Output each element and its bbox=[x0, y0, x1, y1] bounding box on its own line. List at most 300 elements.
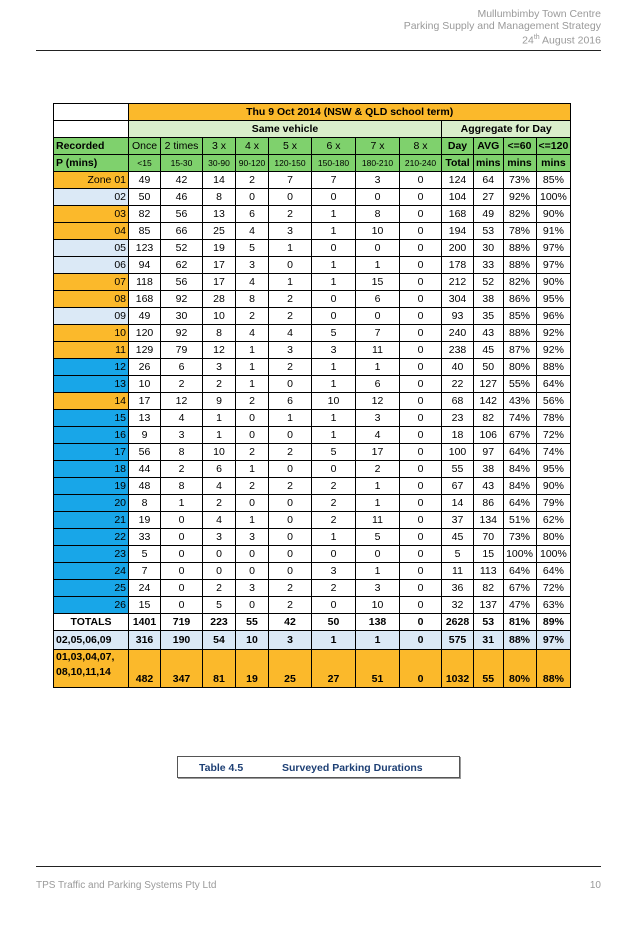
group-cell: 25 bbox=[269, 650, 312, 688]
agg-header-bottom: mins bbox=[536, 155, 571, 172]
aggregate-cell: 178 bbox=[442, 257, 474, 274]
data-cell: 10 bbox=[203, 444, 236, 461]
data-cell: 0 bbox=[400, 563, 442, 580]
data-cell: 1 bbox=[312, 376, 356, 393]
data-cell: 56 bbox=[161, 206, 203, 223]
totals-agg-cell: 81% bbox=[503, 614, 536, 631]
aggregate-cell: 90% bbox=[536, 206, 571, 223]
aggregate-cell: 38 bbox=[474, 291, 504, 308]
aggregate-cell: 22 bbox=[442, 376, 474, 393]
table-title: Thu 9 Oct 2014 (NSW & QLD school term) bbox=[129, 104, 571, 121]
totals-cell: 50 bbox=[312, 614, 356, 631]
data-cell: 92 bbox=[161, 325, 203, 342]
group-cell: 0 bbox=[400, 650, 442, 688]
data-cell: 2 bbox=[236, 308, 269, 325]
table-row bbox=[54, 410, 571, 427]
aggregate-cell: 78% bbox=[536, 410, 571, 427]
data-cell: 62 bbox=[161, 257, 203, 274]
data-cell: 49 bbox=[129, 308, 161, 325]
aggregate-cell: 86 bbox=[474, 495, 504, 512]
freq-header: 6 x bbox=[312, 138, 356, 155]
aggregate-cell: 240 bbox=[442, 325, 474, 342]
aggregate-cell: 100% bbox=[536, 189, 571, 206]
data-cell: 1 bbox=[203, 427, 236, 444]
aggregate-cell: 80% bbox=[503, 359, 536, 376]
aggregate-cell: 43 bbox=[474, 325, 504, 342]
zone-label: 24 bbox=[54, 563, 129, 580]
zone-label: 17 bbox=[54, 444, 129, 461]
data-cell: 2 bbox=[203, 376, 236, 393]
aggregate-cell: 45 bbox=[442, 529, 474, 546]
data-cell: 0 bbox=[312, 461, 356, 478]
data-cell: 0 bbox=[161, 512, 203, 529]
data-cell: 0 bbox=[400, 393, 442, 410]
data-cell: 0 bbox=[312, 308, 356, 325]
data-cell: 3 bbox=[312, 342, 356, 359]
data-cell: 7 bbox=[269, 172, 312, 189]
data-cell: 2 bbox=[269, 206, 312, 223]
zone-label: 03 bbox=[54, 206, 129, 223]
aggregate-cell: 104 bbox=[442, 189, 474, 206]
aggregate-cell: 23 bbox=[442, 410, 474, 427]
data-cell: 0 bbox=[400, 478, 442, 495]
data-cell: 1 bbox=[312, 257, 356, 274]
aggregate-cell: 127 bbox=[474, 376, 504, 393]
table-row bbox=[54, 189, 571, 206]
data-cell: 0 bbox=[400, 325, 442, 342]
aggregate-cell: 32 bbox=[442, 597, 474, 614]
data-cell: 1 bbox=[312, 274, 356, 291]
data-cell: 3 bbox=[236, 257, 269, 274]
data-cell: 2 bbox=[269, 291, 312, 308]
aggregate-cell: 97% bbox=[536, 240, 571, 257]
aggregate-cell: 45 bbox=[474, 342, 504, 359]
table-row bbox=[54, 427, 571, 444]
data-cell: 5 bbox=[312, 325, 356, 342]
header-rule bbox=[36, 50, 601, 51]
table-row bbox=[54, 342, 571, 359]
data-cell: 6 bbox=[236, 206, 269, 223]
data-cell: 4 bbox=[203, 512, 236, 529]
table-row bbox=[54, 393, 571, 410]
data-cell: 1 bbox=[312, 529, 356, 546]
data-cell: 118 bbox=[129, 274, 161, 291]
aggregate-cell: 88% bbox=[503, 325, 536, 342]
group-cell: 1 bbox=[312, 631, 356, 650]
range-header: <15 bbox=[129, 155, 161, 172]
data-cell: 0 bbox=[400, 274, 442, 291]
data-cell: 5 bbox=[203, 597, 236, 614]
zone-label: 08 bbox=[54, 291, 129, 308]
aggregate-cell: 113 bbox=[474, 563, 504, 580]
data-cell: 1 bbox=[356, 495, 400, 512]
aggregate-cell: 43% bbox=[503, 393, 536, 410]
footer-company: TPS Traffic and Parking Systems Pty Ltd bbox=[36, 880, 217, 891]
zone-label: 26 bbox=[54, 597, 129, 614]
aggregate-cell: 62% bbox=[536, 512, 571, 529]
table-row bbox=[54, 376, 571, 393]
aggregate-cell: 194 bbox=[442, 223, 474, 240]
data-cell: 17 bbox=[129, 393, 161, 410]
data-cell: 0 bbox=[400, 291, 442, 308]
zone-label: 11 bbox=[54, 342, 129, 359]
agg-header-bottom: Total bbox=[442, 155, 474, 172]
data-cell: 0 bbox=[161, 563, 203, 580]
data-cell: 2 bbox=[269, 580, 312, 597]
group-agg-cell: 97% bbox=[536, 631, 571, 650]
aggregate-cell: 106 bbox=[474, 427, 504, 444]
data-cell: 6 bbox=[356, 291, 400, 308]
data-cell: 0 bbox=[161, 546, 203, 563]
aggregate-cell: 92% bbox=[536, 342, 571, 359]
zone-label: 25 bbox=[54, 580, 129, 597]
aggregate-cell: 67 bbox=[442, 478, 474, 495]
aggregate-cell: 100 bbox=[442, 444, 474, 461]
zone-label: 14 bbox=[54, 393, 129, 410]
data-cell: 49 bbox=[129, 172, 161, 189]
range-header: 180-210 bbox=[356, 155, 400, 172]
data-cell: 8 bbox=[356, 206, 400, 223]
totals-cell: 42 bbox=[269, 614, 312, 631]
data-cell: 1 bbox=[236, 461, 269, 478]
freq-header: 4 x bbox=[236, 138, 269, 155]
data-cell: 11 bbox=[356, 342, 400, 359]
group-agg-cell: 1032 bbox=[442, 650, 474, 688]
zone-label: 21 bbox=[54, 512, 129, 529]
recorded-label: Recorded bbox=[54, 138, 129, 155]
table-row bbox=[54, 257, 571, 274]
data-cell: 0 bbox=[161, 597, 203, 614]
data-cell: 66 bbox=[161, 223, 203, 240]
aggregate-cell: 55% bbox=[503, 376, 536, 393]
aggregate-cell: 49 bbox=[474, 206, 504, 223]
data-cell: 30 bbox=[161, 308, 203, 325]
data-cell: 0 bbox=[269, 495, 312, 512]
data-cell: 0 bbox=[400, 223, 442, 240]
totals-agg-cell: 53 bbox=[474, 614, 504, 631]
data-cell: 19 bbox=[203, 240, 236, 257]
data-cell: 0 bbox=[356, 546, 400, 563]
data-cell: 0 bbox=[161, 580, 203, 597]
blank-cell bbox=[54, 121, 129, 138]
data-cell: 0 bbox=[236, 563, 269, 580]
document-header bbox=[404, 8, 601, 47]
table-row bbox=[54, 206, 571, 223]
aggregate-cell: 200 bbox=[442, 240, 474, 257]
data-cell: 82 bbox=[129, 206, 161, 223]
aggregate-cell: 73% bbox=[503, 172, 536, 189]
data-cell: 8 bbox=[236, 291, 269, 308]
zone-label: 18 bbox=[54, 461, 129, 478]
data-cell: 5 bbox=[356, 529, 400, 546]
data-cell: 17 bbox=[356, 444, 400, 461]
data-cell: 15 bbox=[356, 274, 400, 291]
group-agg-cell: 88% bbox=[536, 650, 571, 688]
data-cell: 0 bbox=[312, 189, 356, 206]
zone-label: 06 bbox=[54, 257, 129, 274]
data-cell: 2 bbox=[203, 495, 236, 512]
data-cell: 0 bbox=[312, 240, 356, 257]
table-row bbox=[54, 359, 571, 376]
freq-header: 2 times bbox=[161, 138, 203, 155]
aggregate-cell: 68 bbox=[442, 393, 474, 410]
data-cell: 12 bbox=[203, 342, 236, 359]
data-cell: 7 bbox=[312, 172, 356, 189]
group-agg-cell: 88% bbox=[503, 631, 536, 650]
data-cell: 0 bbox=[400, 580, 442, 597]
aggregate-cell: 64% bbox=[503, 563, 536, 580]
aggregate-cell: 67% bbox=[503, 580, 536, 597]
data-cell: 2 bbox=[356, 461, 400, 478]
group-cell: 51 bbox=[356, 650, 400, 688]
data-cell: 0 bbox=[161, 529, 203, 546]
data-cell: 3 bbox=[356, 172, 400, 189]
aggregate-cell: 72% bbox=[536, 427, 571, 444]
group-label: 02,05,06,09 bbox=[54, 631, 129, 650]
aggregate-cell: 56% bbox=[536, 393, 571, 410]
aggregate-cell: 82% bbox=[503, 274, 536, 291]
totals-cell: 1401 bbox=[129, 614, 161, 631]
aggregate-cell: 95% bbox=[536, 291, 571, 308]
aggregate-cell: 86% bbox=[503, 291, 536, 308]
parking-duration-table bbox=[53, 103, 571, 688]
table-row bbox=[54, 512, 571, 529]
data-cell: 0 bbox=[400, 529, 442, 546]
aggregate-cell: 37 bbox=[442, 512, 474, 529]
aggregate-cell: 84% bbox=[503, 461, 536, 478]
totals-cell: 138 bbox=[356, 614, 400, 631]
data-cell: 3 bbox=[269, 342, 312, 359]
aggregate-cell: 82 bbox=[474, 580, 504, 597]
data-cell: 3 bbox=[356, 410, 400, 427]
totals-cell: 223 bbox=[203, 614, 236, 631]
data-cell: 50 bbox=[129, 189, 161, 206]
aggregate-cell: 38 bbox=[474, 461, 504, 478]
data-cell: 0 bbox=[400, 240, 442, 257]
aggregate-cell: 97 bbox=[474, 444, 504, 461]
data-cell: 1 bbox=[161, 495, 203, 512]
data-cell: 94 bbox=[129, 257, 161, 274]
group-cell: 19 bbox=[236, 650, 269, 688]
aggregate-cell: 142 bbox=[474, 393, 504, 410]
data-cell: 25 bbox=[203, 223, 236, 240]
aggregate-cell: 74% bbox=[503, 410, 536, 427]
data-cell: 168 bbox=[129, 291, 161, 308]
totals-agg-cell: 2628 bbox=[442, 614, 474, 631]
data-cell: 4 bbox=[236, 325, 269, 342]
data-cell: 1 bbox=[312, 410, 356, 427]
data-cell: 0 bbox=[312, 597, 356, 614]
table-row bbox=[54, 478, 571, 495]
zone-label: 09 bbox=[54, 308, 129, 325]
caption-title: Surveyed Parking Durations bbox=[282, 762, 423, 774]
table-row bbox=[54, 172, 571, 189]
data-cell: 44 bbox=[129, 461, 161, 478]
data-cell: 8 bbox=[129, 495, 161, 512]
data-cell: 2 bbox=[269, 308, 312, 325]
data-cell: 3 bbox=[236, 580, 269, 597]
data-cell: 24 bbox=[129, 580, 161, 597]
aggregate-cell: 11 bbox=[442, 563, 474, 580]
freq-header: Once bbox=[129, 138, 161, 155]
aggregate-cell: 70 bbox=[474, 529, 504, 546]
aggregate-cell: 88% bbox=[503, 240, 536, 257]
header-line-1: Mullumbimby Town Centre bbox=[477, 8, 601, 20]
data-cell: 12 bbox=[356, 393, 400, 410]
data-cell: 2 bbox=[269, 478, 312, 495]
totals-cell: 55 bbox=[236, 614, 269, 631]
aggregate-cell: 18 bbox=[442, 427, 474, 444]
data-cell: 13 bbox=[129, 410, 161, 427]
data-cell: 1 bbox=[312, 223, 356, 240]
agg-header-top: <=120 bbox=[536, 138, 571, 155]
group-cell: 347 bbox=[161, 650, 203, 688]
aggregate-cell: 100% bbox=[536, 546, 571, 563]
data-cell: 0 bbox=[400, 546, 442, 563]
agg-header-bottom: mins bbox=[474, 155, 504, 172]
data-cell: 4 bbox=[161, 410, 203, 427]
zone-label: 16 bbox=[54, 427, 129, 444]
data-cell: 2 bbox=[236, 444, 269, 461]
aggregate-cell: 91% bbox=[536, 223, 571, 240]
data-cell: 5 bbox=[129, 546, 161, 563]
table-row bbox=[54, 325, 571, 342]
aggregate-cell: 50 bbox=[474, 359, 504, 376]
data-cell: 0 bbox=[236, 427, 269, 444]
data-cell: 0 bbox=[236, 410, 269, 427]
group-label-line: 01,03,04,07, bbox=[56, 651, 115, 663]
zone-label: 19 bbox=[54, 478, 129, 495]
aggregate-cell: 5 bbox=[442, 546, 474, 563]
table-row bbox=[54, 563, 571, 580]
aggregate-cell: 137 bbox=[474, 597, 504, 614]
zone-label: 23 bbox=[54, 546, 129, 563]
data-cell: 8 bbox=[203, 325, 236, 342]
data-cell: 4 bbox=[236, 274, 269, 291]
aggregate-cell: 73% bbox=[503, 529, 536, 546]
data-cell: 13 bbox=[203, 206, 236, 223]
aggregate-cell: 43 bbox=[474, 478, 504, 495]
data-cell: 79 bbox=[161, 342, 203, 359]
group-row bbox=[54, 650, 571, 688]
aggregate-cell: 90% bbox=[536, 274, 571, 291]
data-cell: 0 bbox=[356, 308, 400, 325]
aggregate-cell: 90% bbox=[536, 478, 571, 495]
data-cell: 2 bbox=[161, 376, 203, 393]
data-cell: 2 bbox=[269, 597, 312, 614]
aggregate-cell: 67% bbox=[503, 427, 536, 444]
data-cell: 1 bbox=[236, 359, 269, 376]
aggregate-cell: 63% bbox=[536, 597, 571, 614]
range-header: 120-150 bbox=[269, 155, 312, 172]
data-cell: 1 bbox=[203, 410, 236, 427]
data-cell: 0 bbox=[400, 427, 442, 444]
data-cell: 92 bbox=[161, 291, 203, 308]
group-cell: 190 bbox=[161, 631, 203, 650]
data-cell: 9 bbox=[203, 393, 236, 410]
data-cell: 1 bbox=[356, 563, 400, 580]
data-cell: 3 bbox=[203, 529, 236, 546]
table-row bbox=[54, 308, 571, 325]
same-vehicle-header: Same vehicle bbox=[129, 121, 442, 138]
aggregate-cell: 79% bbox=[536, 495, 571, 512]
aggregate-cell: 87% bbox=[503, 342, 536, 359]
data-cell: 1 bbox=[312, 359, 356, 376]
zone-label: 07 bbox=[54, 274, 129, 291]
data-cell: 10 bbox=[356, 223, 400, 240]
data-cell: 0 bbox=[269, 257, 312, 274]
aggregate-cell: 82 bbox=[474, 410, 504, 427]
agg-header-top: AVG bbox=[474, 138, 504, 155]
group-cell: 81 bbox=[203, 650, 236, 688]
aggregate-cell: 36 bbox=[442, 580, 474, 597]
table-row bbox=[54, 580, 571, 597]
data-cell: 7 bbox=[356, 325, 400, 342]
data-cell: 0 bbox=[400, 342, 442, 359]
data-cell: 0 bbox=[400, 410, 442, 427]
aggregate-cell: 40 bbox=[442, 359, 474, 376]
data-cell: 46 bbox=[161, 189, 203, 206]
p-mins-label: P (mins) bbox=[54, 155, 129, 172]
data-cell: 1 bbox=[236, 376, 269, 393]
data-cell: 1 bbox=[356, 478, 400, 495]
totals-agg-cell: 89% bbox=[536, 614, 571, 631]
data-cell: 85 bbox=[129, 223, 161, 240]
aggregate-cell: 78% bbox=[503, 223, 536, 240]
data-cell: 56 bbox=[129, 444, 161, 461]
aggregate-cell: 64% bbox=[503, 495, 536, 512]
aggregate-cell: 88% bbox=[536, 359, 571, 376]
aggregate-cell: 100% bbox=[503, 546, 536, 563]
data-cell: 4 bbox=[236, 223, 269, 240]
data-cell: 6 bbox=[356, 376, 400, 393]
group-label-line: 08,10,11,14 bbox=[56, 666, 111, 678]
aggregate-cell: 64% bbox=[536, 376, 571, 393]
data-cell: 4 bbox=[269, 325, 312, 342]
data-cell: 10 bbox=[312, 393, 356, 410]
zone-label: 10 bbox=[54, 325, 129, 342]
data-cell: 0 bbox=[203, 546, 236, 563]
data-cell: 2 bbox=[312, 495, 356, 512]
data-cell: 12 bbox=[161, 393, 203, 410]
data-cell: 0 bbox=[269, 376, 312, 393]
data-cell: 0 bbox=[236, 189, 269, 206]
aggregate-cell: 168 bbox=[442, 206, 474, 223]
header-line-2: Parking Supply and Management Strategy bbox=[403, 20, 601, 32]
data-cell: 0 bbox=[236, 597, 269, 614]
data-cell: 0 bbox=[356, 240, 400, 257]
aggregate-cell: 93 bbox=[442, 308, 474, 325]
data-cell: 120 bbox=[129, 325, 161, 342]
group-label bbox=[54, 650, 129, 688]
table-row bbox=[54, 291, 571, 308]
data-cell: 6 bbox=[203, 461, 236, 478]
data-cell: 3 bbox=[269, 223, 312, 240]
data-cell: 0 bbox=[269, 512, 312, 529]
data-cell: 52 bbox=[161, 240, 203, 257]
data-cell: 0 bbox=[400, 512, 442, 529]
table-row bbox=[54, 546, 571, 563]
data-cell: 33 bbox=[129, 529, 161, 546]
data-cell: 1 bbox=[356, 257, 400, 274]
zone-label: 05 bbox=[54, 240, 129, 257]
aggregate-cell: 84% bbox=[503, 478, 536, 495]
aggregate-cell: 47% bbox=[503, 597, 536, 614]
data-cell: 0 bbox=[356, 189, 400, 206]
zone-label: 20 bbox=[54, 495, 129, 512]
aggregate-cell: 212 bbox=[442, 274, 474, 291]
data-cell: 4 bbox=[203, 478, 236, 495]
